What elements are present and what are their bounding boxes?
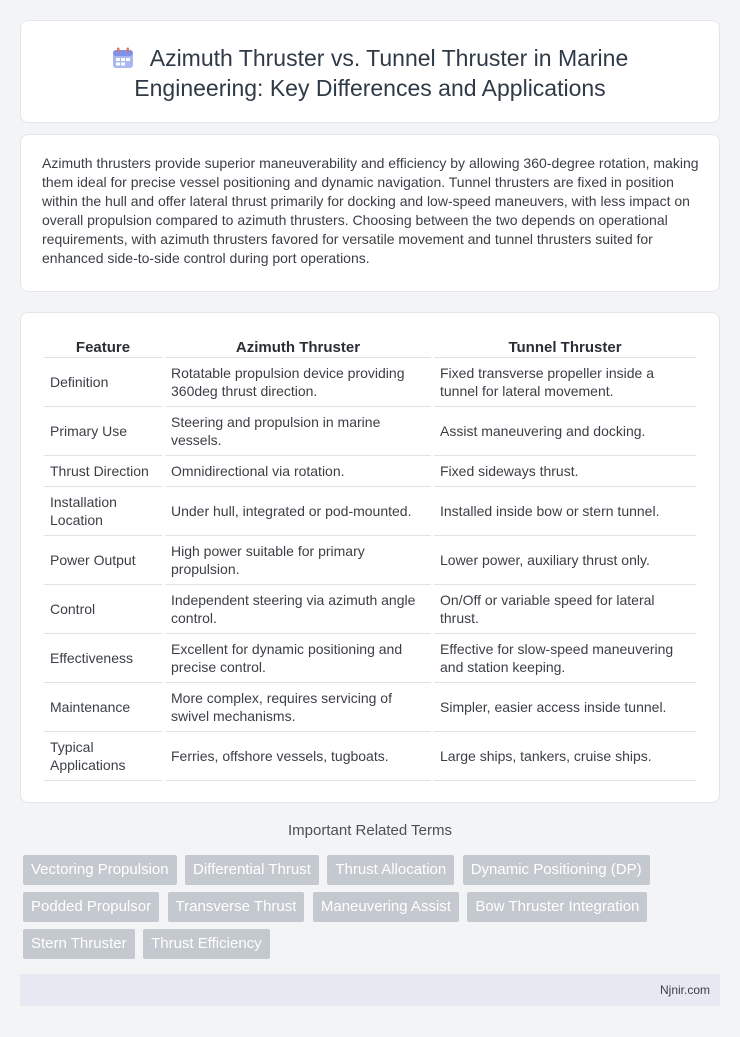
- related-terms-heading: Important Related Terms: [288, 822, 452, 839]
- related-term-tag[interactable]: Stern Thruster: [23, 929, 135, 959]
- feature-cell: Power Output: [44, 536, 162, 585]
- table-row: [44, 634, 696, 683]
- feature-cell: Typical Applications: [44, 732, 162, 781]
- table-row: [44, 536, 696, 585]
- azimuth-cell: Rotatable propulsion device providing 360deg thrust direction.: [165, 358, 431, 407]
- tunnel-cell: Effective for slow-speed maneuvering and station keeping.: [434, 634, 696, 683]
- related-term-tag[interactable]: Podded Propulsor: [23, 892, 159, 922]
- table-row: [44, 683, 696, 732]
- azimuth-cell: High power suitable for primary propulsion.: [165, 536, 431, 585]
- related-term-tag[interactable]: Differential Thrust: [185, 855, 319, 885]
- comparison-table: [41, 333, 699, 781]
- feature-cell: Definition: [44, 358, 162, 407]
- table-row: [44, 407, 696, 456]
- table-row: [44, 732, 696, 781]
- tunnel-cell: Lower power, auxiliary thrust only.: [434, 536, 696, 585]
- header-tunnel: Tunnel Thruster: [434, 333, 696, 358]
- related-term-tag[interactable]: Thrust Allocation: [327, 855, 454, 885]
- related-terms-list: [23, 855, 713, 966]
- related-term-tag[interactable]: Vectoring Propulsion: [23, 855, 177, 885]
- azimuth-cell: Independent steering via azimuth angle control.: [165, 585, 431, 634]
- table-header-row: [44, 333, 696, 358]
- feature-cell: Effectiveness: [44, 634, 162, 683]
- page-title: Azimuth Thruster vs. Tunnel Thruster in Marine Engineering: Key Differences and Applications: [134, 45, 629, 101]
- calendar-icon: [112, 47, 134, 69]
- azimuth-cell: Omnidirectional via rotation.: [165, 456, 431, 487]
- feature-cell: Maintenance: [44, 683, 162, 732]
- azimuth-cell: More complex, requires servicing of swivel mechanisms.: [165, 683, 431, 732]
- header-azimuth: Azimuth Thruster: [165, 333, 431, 358]
- tunnel-cell: On/Off or variable speed for lateral thrust.: [434, 585, 696, 634]
- table-row: [44, 358, 696, 407]
- table-row: [44, 487, 696, 536]
- related-term-tag[interactable]: Bow Thruster Integration: [467, 892, 647, 922]
- feature-cell: Thrust Direction: [44, 456, 162, 487]
- page-title-wrap: [21, 43, 719, 103]
- comparison-card: [20, 312, 720, 803]
- related-term-tag[interactable]: Transverse Thrust: [168, 892, 305, 922]
- tunnel-cell: Installed inside bow or stern tunnel.: [434, 487, 696, 536]
- feature-cell: Installation Location: [44, 487, 162, 536]
- intro-card: [20, 134, 720, 292]
- footer-site-link[interactable]: Njnir.com: [659, 983, 710, 997]
- tunnel-cell: Assist maneuvering and docking.: [434, 407, 696, 456]
- related-term-tag[interactable]: Thrust Efficiency: [143, 929, 270, 959]
- title-card: [20, 20, 720, 123]
- tunnel-cell: Fixed transverse propeller inside a tunnel for lateral movement.: [434, 358, 696, 407]
- azimuth-cell: Under hull, integrated or pod-mounted.: [165, 487, 431, 536]
- azimuth-cell: Excellent for dynamic positioning and precise control.: [165, 634, 431, 683]
- tunnel-cell: Fixed sideways thrust.: [434, 456, 696, 487]
- intro-paragraph: Azimuth thrusters provide superior maneuverability and efficiency by allowing 360-degree rotation, making them ideal for precise vessel positioning and dynamic navigation. Tunnel thrusters are fixed in position within the hull and offer lateral thrust primarily for docking and low-speed maneuvers, with less impact on overall propulsion compared to azimuth thrusters. Choosing between the two depends on operational requirements, with azimuth thrusters favored for versatile movement and tunnel thrusters suited for enhanced side-to-side control during port operations.: [42, 155, 699, 266]
- table-row: [44, 585, 696, 634]
- feature-cell: Control: [44, 585, 162, 634]
- tunnel-cell: Simpler, easier access inside tunnel.: [434, 683, 696, 732]
- table-row: [44, 456, 696, 487]
- related-term-tag[interactable]: Dynamic Positioning (DP): [463, 855, 650, 885]
- azimuth-cell: Ferries, offshore vessels, tugboats.: [165, 732, 431, 781]
- azimuth-cell: Steering and propulsion in marine vessels.: [165, 407, 431, 456]
- header-feature: Feature: [44, 333, 162, 358]
- feature-cell: Primary Use: [44, 407, 162, 456]
- related-term-tag[interactable]: Maneuvering Assist: [313, 892, 459, 922]
- footer: [20, 974, 720, 1006]
- tunnel-cell: Large ships, tankers, cruise ships.: [434, 732, 696, 781]
